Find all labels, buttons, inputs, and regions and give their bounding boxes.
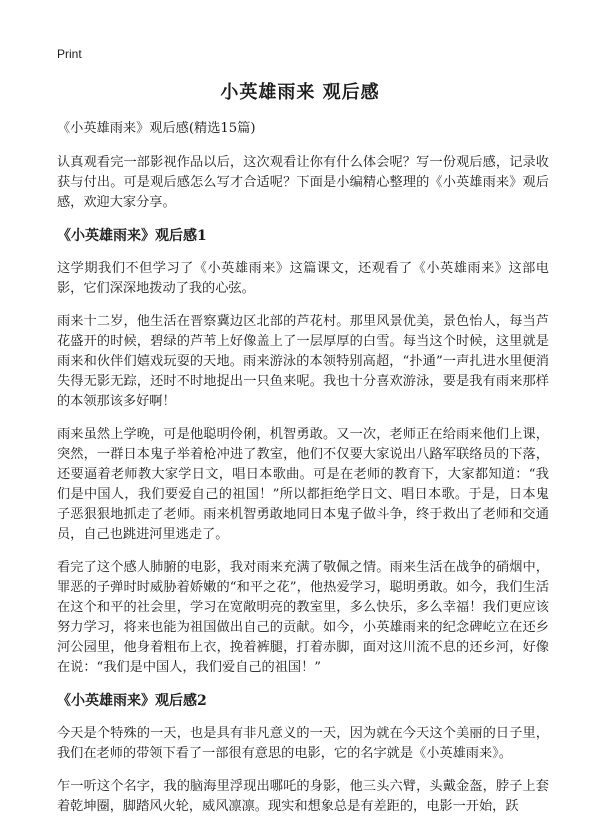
article-body <box>57 119 549 828</box>
print-link[interactable]: Print <box>57 47 82 61</box>
section-1-paragraph: 雨来十二岁，他生活在晋察冀边区北部的芦花村。那里风景优美，景色怡人，每当芦花盛开的时候，碧绿的芦苇上好像盖上了一层厚厚的白雪。每当这个时候，这里就是雨来和伙伴们嬉戏玩耍的天地。雨来游泳的本领特别高超，“扑通”一声扎进水里便消失得无影无踪，还时不时地捉出一只鱼来呢。我也十分喜欢游泳，要是我有雨来那样的本领那该多好啊！ <box>57 314 549 409</box>
section-1-paragraph: 这学期我们不但学习了《小英雄雨来》这篇课文，还观看了《小英雄雨来》这部电影，它们深深地拨动了我的心弦。 <box>57 261 549 296</box>
section-1-paragraph: 雨来虽然上学晚，可是他聪明伶俐，机智勇敢。又一次，老师正在给雨来他们上课，突然，一群日本鬼子举着枪冲进了教室，他们不仅要大家说出八路军联络员的下落，还要逼着老师教大家学日文，唱日本歌曲。可是在老师的教育下，大家都知道：“我们是中国人，我们要爱自己的祖国！”所以都拒绝学日文、唱日本歌。于是，日本鬼子恶狠狠地抓走了老师。雨来机智勇敢地同日本鬼子做斗争，终于救出了老师和交通员，自己也跳进河里逃走了。 <box>57 427 549 542</box>
section-2-paragraph: 今天是个特殊的一天，也是具有非凡意义的一天，因为就在今天这个美丽的日子里，我们在老师的带领下看了一部很有意思的电影，它的名字就是《小英雄雨来》。 <box>57 726 549 761</box>
section-2-paragraph: 乍一听这个名字，我的脑海里浮现出哪吒的身影，他三头六臂，头戴金盔，脖子上套着乾坤圈，脚踏风火轮，威风凛凛。现实和想象总是有差距的，电影一开始，跃 <box>57 779 549 814</box>
intro-paragraph: 认真观看完一部影视作品以后，这次观看让你有什么体会呢？写一份观后感，记录收获与付出。可是观后感怎么写才合适呢？下面是小编精心整理的《小英雄雨来》观后感，欢迎大家分享。 <box>57 155 549 210</box>
article-subtitle: 《小英雄雨来》观后感(精选15篇) <box>57 121 256 136</box>
section-1-paragraph: 看完了这个感人肺腑的电影，我对雨来充满了敬佩之情。雨来生活在战争的硝烟中，罪恶的子弹时时威胁着娇嫩的“和平之花”，他热爱学习，聪明勇敢。如今，我们生活在这个和平的社会里，学习在宽敞明亮的教室里，多么快乐，多么幸福！我们更应该努力学习，将来也能为祖国做出自己的贡献。如今，小英雄雨来的纪念碑屹立在还乡河公园里，他身着粗布上衣，挽着裤腿，打着赤脚，面对这川流不息的还乡河，好像在说：“我们是中国人，我们爱自己的祖国！” <box>57 560 549 675</box>
section-heading-1: 《小英雄雨来》观后感1 <box>57 228 207 244</box>
page-title: 小英雄雨来 观后感 <box>220 82 380 103</box>
section-heading-2: 《小英雄雨来》观后感2 <box>57 693 207 709</box>
